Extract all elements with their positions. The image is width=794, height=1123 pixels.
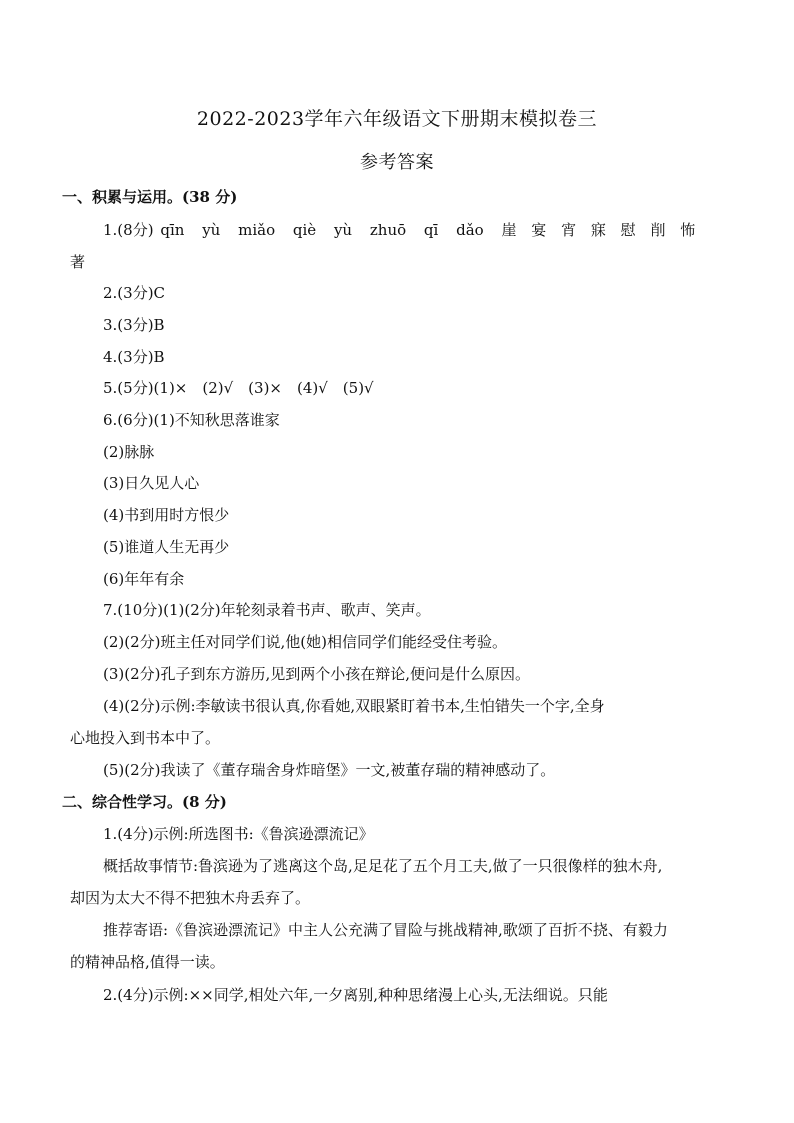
q7-answer-4-cont: 心地投入到书本中了。 — [70, 729, 221, 747]
pinyin-3: miǎo — [238, 221, 276, 239]
q5-answer: 5.(5分)(1)× (2)√ (3)× (4)√ (5)√ — [103, 379, 374, 397]
s2-q1-line3: 却因为太大不得不把独木舟丢弃了。 — [70, 889, 311, 907]
document-subtitle: 参考答案 — [360, 152, 434, 173]
pinyin-8: dǎo — [456, 221, 484, 239]
char-7: 怖 — [680, 221, 696, 239]
s2-q1-line4: 推荐寄语:《鲁滨逊漂流记》中主人公充满了冒险与挑战精神,歌颂了百折不挠、有毅力 — [103, 921, 668, 939]
char-6: 削 — [650, 221, 666, 239]
q7-answer-5: (5)(2分)我读了《董存瑞舍身炸暗堡》一文,被董存瑞的精神感动了。 — [103, 761, 556, 779]
q6-answer-2: (2)脉脉 — [103, 443, 155, 461]
pinyin-6: zhuō — [369, 221, 407, 239]
section2-heading: 二、综合性学习。(8 分) — [62, 793, 227, 811]
char-5: 慰 — [620, 221, 636, 239]
char-2: 宴 — [531, 221, 547, 239]
char-4: 寐 — [590, 221, 606, 239]
q1-answer — [103, 219, 705, 240]
pinyin-1: qīn — [160, 221, 185, 239]
q1-answer-cont: 著 — [70, 253, 86, 271]
q6-answer-3: (3)日久见人心 — [103, 474, 200, 492]
pinyin-5: yù — [333, 221, 353, 239]
section1-heading: 一、积累与运用。(38 分) — [62, 188, 238, 206]
s2-q1-line1: 1.(4分)示例:所选图书:《鲁滨逊漂流记》 — [103, 825, 374, 843]
q7-answer-3: (3)(2分)孔子到东方游历,见到两个小孩在辩论,便问是什么原因。 — [103, 665, 531, 683]
q2-answer: 2.(3分)C — [103, 284, 166, 302]
pinyin-7: qī — [423, 221, 439, 239]
q1-prefix: 1.(8分) — [103, 221, 154, 239]
q6-answer-6: (6)年年有余 — [103, 570, 185, 588]
s2-q2-line1: 2.(4分)示例:××同学,相处六年,一夕离别,种种思绪漫上心头,无法细说。只能 — [103, 986, 608, 1004]
q7-answer-4: (4)(2分)示例:李敏读书很认真,你看她,双眼紧盯着书本,生怕错失一个字,全身 — [103, 697, 605, 715]
q7-answer-2: (2)(2分)班主任对同学们说,他(她)相信同学们能经受住考验。 — [103, 633, 507, 651]
q6-answer-4: (4)书到用时方恨少 — [103, 506, 230, 524]
char-3: 宵 — [561, 221, 577, 239]
pinyin-4: qiè — [292, 221, 317, 239]
q6-answer-1: 6.(6分)(1)不知秋思落谁家 — [103, 411, 280, 429]
q6-answer-5: (5)谁道人生无再少 — [103, 538, 230, 556]
q4-answer: 4.(3分)B — [103, 348, 165, 366]
s2-q1-line2: 概括故事情节:鲁滨逊为了逃离这个岛,足足花了五个月工夫,做了一只很像样的独木舟, — [103, 857, 663, 875]
char-1: 崖 — [501, 221, 517, 239]
s2-q1-line5: 的精神品格,值得一读。 — [70, 953, 225, 971]
document-title: 2022-2023学年六年级语文下册期末模拟卷三 — [196, 108, 598, 130]
pinyin-2: yù — [202, 221, 221, 239]
q3-answer: 3.(3分)B — [103, 316, 165, 334]
q7-answer-1: 7.(10分)(1)(2分)年轮刻录着书声、歌声、笑声。 — [103, 601, 431, 619]
